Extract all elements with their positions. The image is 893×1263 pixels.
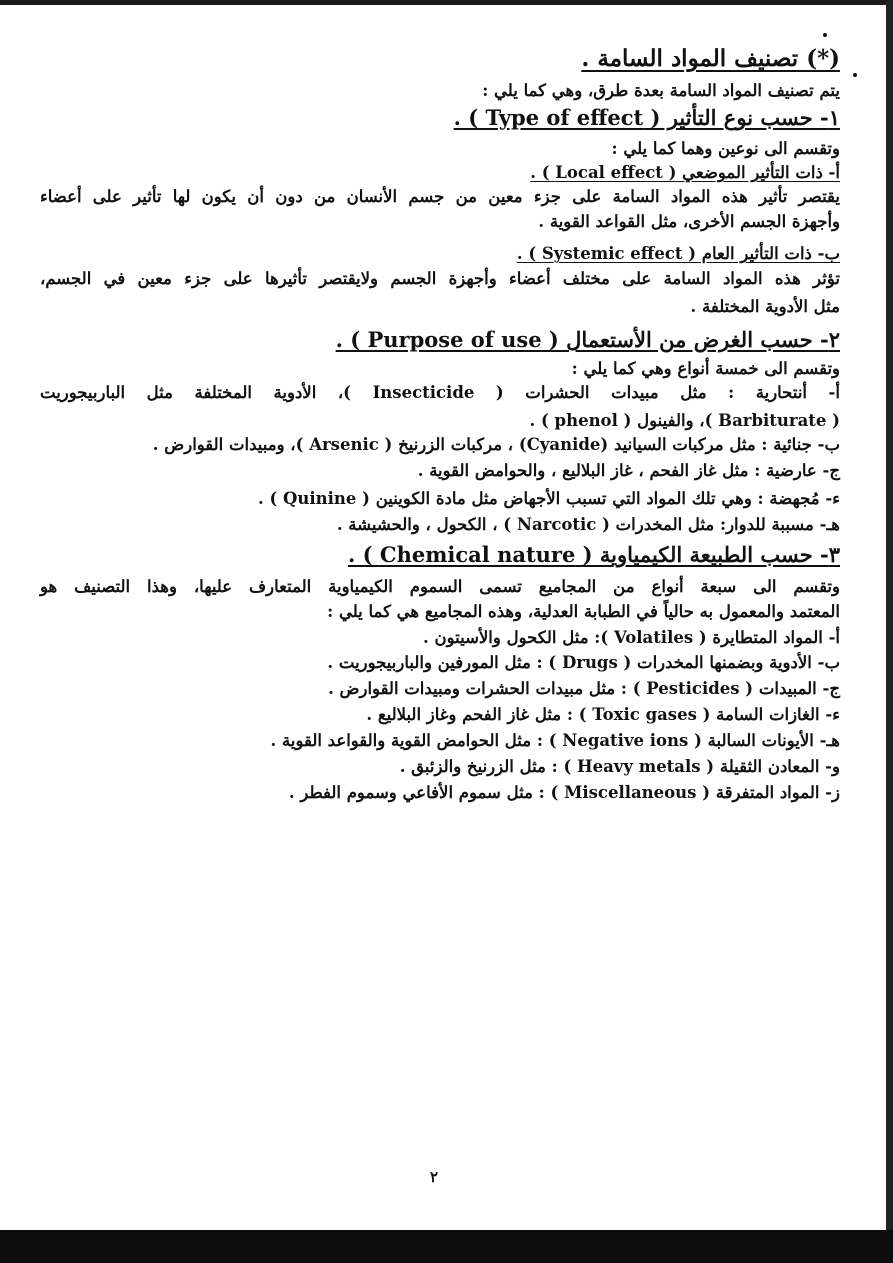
- scan-border-top: [0, 0, 893, 5]
- section1-a-line2: وأجهزة الجسم الأخرى، مثل القواعد القوية .: [538, 212, 840, 231]
- section2-item-a-line2: ( Barbiturate )، والفينول ( phenol ) .: [529, 411, 840, 430]
- section3-item: ج- المبيدات ( Pesticides ) : مثل مبيدات الحشرات ومبيدات القوارض .: [328, 679, 840, 698]
- section2-item-b: ب- جنائية : مثل مركبات السيانيد (Cyanide) ، مركبات الزرنيخ ( Arsenic )، ومبيدات القوارض .: [152, 435, 840, 454]
- section2-item-a-line1: أ- أنتحارية : مثل مبيدات الحشرات ( Insecticide )، الأدوية المختلفة مثل الباربيجوريت: [40, 383, 840, 402]
- section1-heading: ١- حسب نوع التأثير ( Type of effect ) .: [453, 105, 840, 130]
- section3-item: ز- المواد المتفرقة ( Miscellaneous ) : مثل سموم الأفاعي وسموم الفطر .: [288, 783, 840, 802]
- section1-intro: وتقسم الى نوعين وهما كما يلي :: [611, 139, 840, 158]
- section2-item-c: ج- عارضية : مثل غاز الفحم ، غاز البلاليع ، والحوامض القوية .: [417, 461, 840, 480]
- section2-item-d: ء- مُجهضة : وهي تلك المواد التي تسبب الأجهاض مثل مادة الكوينين ( Quinine ) .: [257, 489, 840, 508]
- section3-heading: ٣- حسب الطبيعة الكيمياوية ( Chemical nature ) .: [347, 542, 840, 567]
- scan-border-bottom: [0, 1230, 893, 1263]
- scan-speck: [823, 33, 827, 37]
- page-title: (*) تصنيف المواد السامة .: [581, 45, 840, 72]
- page-number: ٢: [430, 1168, 439, 1186]
- section3-item: و- المعادن الثقيلة ( Heavy metals ) : مثل الزرنيخ والزئبق .: [399, 757, 840, 776]
- section2-heading: ٢- حسب الغرض من الأستعمال ( Purpose of use ) .: [335, 327, 840, 352]
- section1-a-heading: أ- ذات التأثير الموضعي ( Local effect ) .: [530, 163, 840, 182]
- section1-b-line2: مثل الأدوية المختلفة .: [690, 297, 840, 316]
- scan-border-right: [886, 0, 893, 1263]
- section3-item: ء- الغازات السامة ( Toxic gases ) : مثل غاز الفحم وغاز البلاليع .: [366, 705, 840, 724]
- section1-b-line1: تؤثر هذه المواد السامة على مختلف أعضاء وأجهزة الجسم ولايقتصر تأثيرها على جزء معين في الجسم،: [40, 269, 840, 288]
- section3-item: ب- الأدوية وبضمنها المخدرات ( Drugs ) : مثل المورفين والباربيجوريت .: [327, 653, 840, 672]
- section3-intro-line2: المعتمد والمعمول به حالياً في الطبابة العدلية، وهذه المجاميع هي كما يلي :: [327, 602, 840, 621]
- section1-a-line1: يقتصر تأثير هذه المواد السامة على جزء معين من جسم الأنسان من دون أن يكون لها تأثير على أعضاء: [40, 187, 840, 206]
- section2-intro: وتقسم الى خمسة أنواع وهي كما يلي :: [571, 359, 840, 378]
- scan-speck: [853, 73, 857, 77]
- intro-text: يتم تصنيف المواد السامة بعدة طرق، وهي كما يلي :: [482, 81, 840, 100]
- section2-item-e: هـ- مسببة للدوار: مثل المخدرات ( Narcotic ) ، الكحول ، والحشيشة .: [336, 515, 840, 534]
- section3-intro-line1: وتقسم الى سبعة أنواع من المجاميع تسمى السموم الكيمياوية المتعارف عليها، وهذا التصنيف هو: [40, 577, 840, 596]
- section3-item: هـ- الأيونات السالبة ( Negative ions ) : مثل الحوامض القوية والقواعد القوية .: [270, 731, 840, 750]
- section3-item: أ- المواد المتطايرة ( Volatiles ): مثل الكحول والأسيتون .: [422, 628, 840, 647]
- section1-b-heading: ب- ذات التأثير العام ( Systemic effect ) .: [516, 244, 840, 263]
